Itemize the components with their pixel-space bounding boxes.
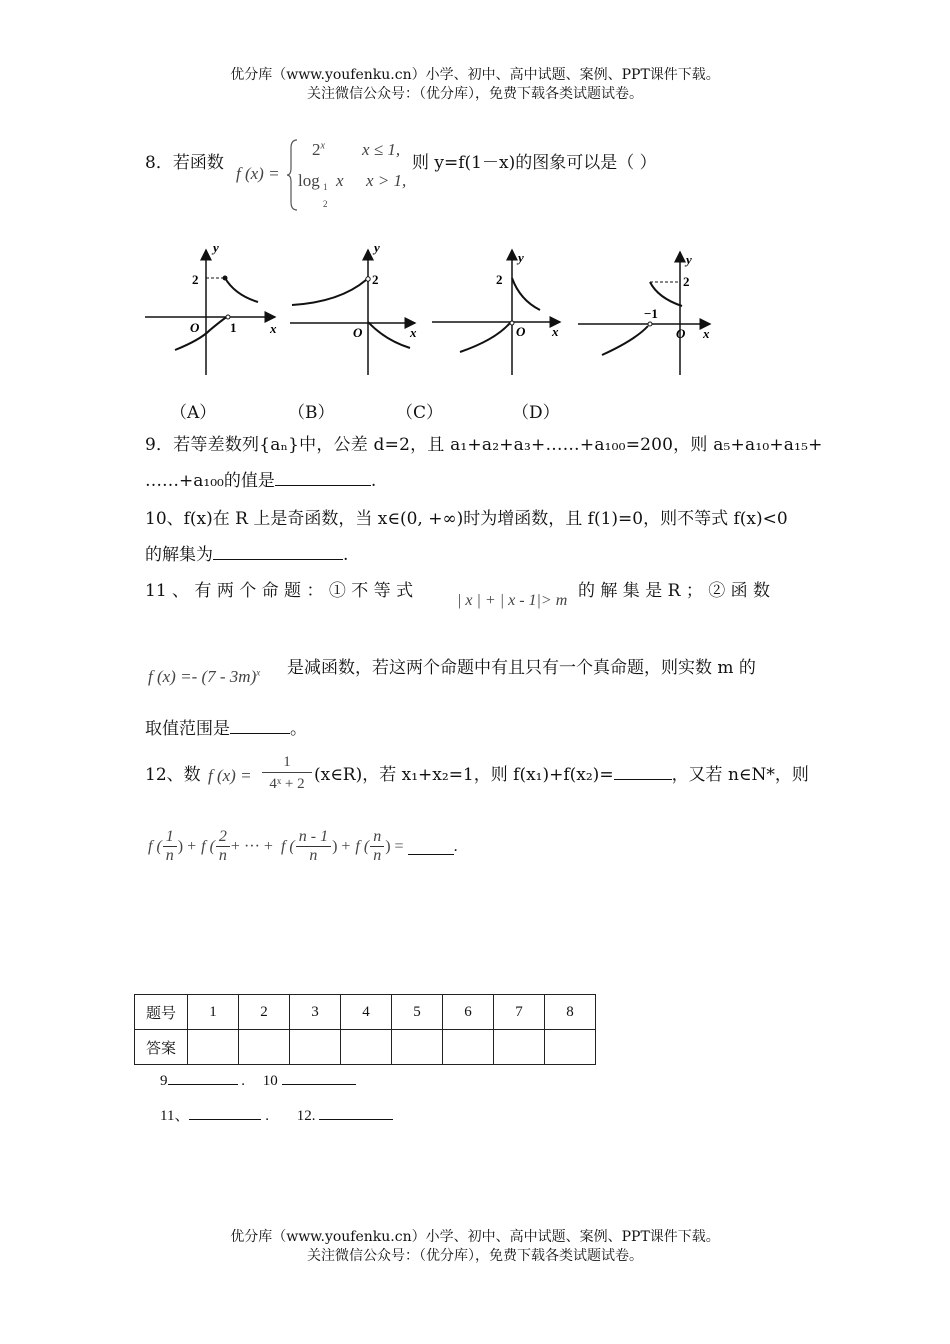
- answer-table: [134, 994, 596, 1065]
- answer-cell[interactable]: [188, 1030, 239, 1065]
- fill-9-10: 9 . 10: [160, 1070, 356, 1090]
- q12-prefix: 12、数: [145, 765, 201, 785]
- question-10: [145, 506, 807, 568]
- answer-cell[interactable]: [290, 1030, 341, 1065]
- q12-fx: f (x) =: [208, 766, 252, 785]
- header-line-1: 优分库（www.youfenku.cn）小学、初中、高中试题、案例、PPT课件下载。: [230, 67, 720, 83]
- graph-a-x: x: [270, 321, 277, 336]
- table-row-answers: [135, 1030, 596, 1065]
- graph-c-origin: O: [516, 324, 526, 339]
- q10-line2: 的解集为 .: [145, 545, 349, 565]
- graph-a-one: 1: [230, 320, 237, 335]
- footer-line-1: 优分库（www.youfenku.cn）小学、初中、高中试题、案例、PPT课件下载。: [230, 1229, 720, 1245]
- q11-blank[interactable]: [230, 717, 290, 734]
- q11-part-d: 取值范围是 。: [145, 719, 307, 739]
- q11-part-c: 是减函数，若这两个命题中有且只有一个真命题，则实数 m 的: [287, 658, 756, 678]
- q8-case1: 2$^x$: [312, 140, 325, 159]
- q9-blank[interactable]: [275, 469, 371, 486]
- q11-part-a: 11 、 有 两 个 命 题 ： ① 不 等 式: [145, 581, 414, 601]
- question-9: [145, 432, 823, 494]
- table-cell: 4: [341, 995, 392, 1030]
- q12-blank-2[interactable]: [408, 838, 454, 855]
- graph-label-d: （D）: [512, 403, 560, 423]
- table-row-numbers: [135, 995, 596, 1030]
- table-cell: 7: [494, 995, 545, 1030]
- q10-blank[interactable]: [213, 543, 343, 560]
- answer-cell[interactable]: [494, 1030, 545, 1065]
- answer-cell[interactable]: [392, 1030, 443, 1065]
- table-cell: 2: [239, 995, 290, 1030]
- answer-cell[interactable]: [545, 1030, 596, 1065]
- q8-fx: f (x) =: [236, 164, 280, 183]
- q8-graphs: [140, 240, 730, 380]
- answer-cell[interactable]: [239, 1030, 290, 1065]
- table-cell: 6: [443, 995, 494, 1030]
- q12-blank-1[interactable]: [614, 763, 672, 780]
- q11-inequality: | x | + | x - 1|> m: [457, 592, 568, 609]
- graph-d-neg1: −1: [644, 306, 658, 321]
- header-line-2: 关注微信公众号：（优分库），免费下载各类试题试卷。: [307, 86, 643, 102]
- graph-c-y: y: [518, 250, 524, 265]
- table-cell: 3: [290, 995, 341, 1030]
- graph-d-y: y: [686, 252, 692, 267]
- graph-a-origin: O: [190, 320, 200, 335]
- graph-label-b: （B）: [288, 403, 335, 423]
- fill-12-blank[interactable]: [319, 1105, 393, 1120]
- graph-d: [578, 252, 710, 375]
- table-cell: 8: [545, 995, 596, 1030]
- q8-case1-cond: x ≤ 1,: [362, 140, 401, 159]
- table-cell-answer-label: 答案: [135, 1030, 188, 1065]
- fill-11-blank[interactable]: [189, 1105, 261, 1120]
- q10-line1: 10、f(x)在 R 上是奇函数，当 x∈(0, +∞)时为增函数，且 f(1)=0，则不等式 f(x)<0: [145, 509, 788, 529]
- q12-domain: (x∈R)，若 x₁+x₂=1，则 f(x₁)+f(x₂)= ，又若 n∈N*，则: [314, 765, 809, 785]
- graph-b-y: y: [374, 240, 380, 255]
- q8-log-base: 1 2: [323, 182, 328, 209]
- graph-d-origin: O: [676, 326, 686, 341]
- fill-11-12: 11、 . 12.: [160, 1104, 393, 1125]
- graph-b-x: x: [410, 325, 417, 340]
- answer-cell[interactable]: [341, 1030, 392, 1065]
- graph-b: [290, 240, 417, 375]
- footer-line-2: 关注微信公众号：（优分库），免费下载各类试题试卷。: [307, 1248, 643, 1264]
- graph-d-two: 2: [683, 274, 690, 289]
- graph-b-origin: O: [353, 325, 363, 340]
- q11-function: f (x) =- (7 - 3m)$^x$: [148, 667, 261, 686]
- graph-label-a: （A）: [170, 403, 217, 423]
- table-cell: 1: [188, 995, 239, 1030]
- table-cell: 5: [392, 995, 443, 1030]
- graph-c-two: 2: [496, 272, 503, 287]
- graph-c: [432, 250, 560, 375]
- q9-line2: ……+a₁₀₀的值是 .: [145, 471, 377, 491]
- graph-c-x: x: [552, 324, 559, 339]
- graph-a: [145, 240, 277, 375]
- q8-case2-x: x: [336, 171, 344, 190]
- graph-label-c: （C）: [396, 403, 444, 423]
- graph-d-x: x: [703, 326, 710, 341]
- q8-case2-cond: x > 1,: [366, 171, 407, 190]
- graph-b-two: 2: [372, 272, 379, 287]
- fill-10-blank[interactable]: [282, 1070, 356, 1085]
- page-footer: [0, 1228, 950, 1266]
- q8-case2-log: log: [298, 171, 320, 190]
- q12-sum-expression: f ( $\frac{1}{n}$ ) + f ( $\frac{2}{n}$ + ··· + f ( $\frac{n - 1}{n}$ ) + f ( $\frac{n}{n}$ ) = .: [148, 828, 458, 864]
- q12-fraction: 1 4ˣ + 2: [262, 752, 312, 795]
- q8-prefix: 8．若函数: [145, 153, 224, 173]
- page-header: [0, 66, 950, 104]
- fill-9-blank[interactable]: [168, 1070, 238, 1085]
- q9-line1: 9．若等差数列{aₙ}中，公差 d=2，且 a₁+a₂+a₃+……+a₁₀₀=200，则 a₅+a₁₀+a₁₅+: [145, 435, 823, 455]
- q8-tail: 则 y=f(1－x)的图象可以是（ ）: [412, 153, 657, 173]
- graph-a-y: y: [213, 240, 219, 255]
- q11-part-b: 的 解 集 是 R ； ② 函 数: [578, 581, 771, 601]
- answer-cell[interactable]: [443, 1030, 494, 1065]
- table-cell-header: 题号: [135, 995, 188, 1030]
- graph-a-two: 2: [192, 272, 199, 287]
